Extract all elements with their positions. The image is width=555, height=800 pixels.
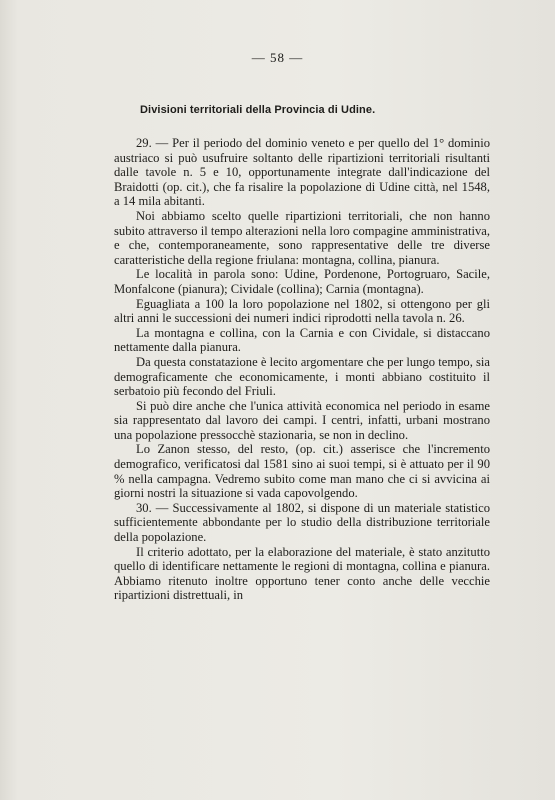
paragraph: Il criterio adottato, per la elaborazione del materiale, è stato anzitutto quello di identificare nettamente le regioni di montagna, collina e pianura. Abbiamo ritenuto inoltre opportuno tener conto anche delle vecchie ripartizioni distrettuali, in bbox=[114, 544, 490, 603]
page-number: — 58 — bbox=[251, 50, 304, 65]
paragraph: Le località in parola sono: Udine, Pordenone, Portogruaro, Sacile, Monfalcone (pianura); Cividale (collina); Carnia (montagna). bbox=[114, 267, 490, 296]
paragraph: Si può dire anche che l'unica attività economica nel periodo in esame sia rappresentato dal lavoro dei campi. I centri, infatti, urbani mostrano una popolazione pressocchè stazionaria, se non in declino. bbox=[114, 398, 490, 442]
paragraph: Eguagliata a 100 la loro popolazione nel 1802, si ottengono per gli altri anni le successioni dei numeri indici riprodotti nella tavola n. 26. bbox=[114, 296, 490, 326]
body-text bbox=[114, 136, 490, 603]
paragraph-30: 30. — Successivamente al 1802, si dispone di un materiale statistico sufficientemente abbondante per lo studio della distribuzione territoriale della popolazione. bbox=[114, 500, 490, 545]
paragraph: Lo Zanon stesso, del resto, (op. cit.) asserisce che l'incremento demografico, verificatosi dal 1581 sino ai suoi tempi, si è attuato per il 90 % nella campagna. Vedremo subito come man mano che ci si avvicina ai giorni nostri la situazione si vada capovolgendo. bbox=[114, 442, 490, 501]
section-heading: Divisioni territoriali della Provincia di Udine. bbox=[140, 104, 376, 116]
paragraph-29: 29. — Per il periodo del dominio veneto e per quello del 1° dominio austriaco si può usufruire soltanto delle ripartizioni territoriali risultanti dalle tavole n. 5 e 10, opportunamente integrate dall'indicazione del Braidotti (op. cit.), che fa risalire la popolazione di Udine città, nel 1548, a 14 mila abitanti. bbox=[114, 136, 490, 209]
paragraph: Da questa constatazione è lecito argomentare che per lungo tempo, sia demograficamente che economicamente, i monti abbiano costituito il serbatoio più fecondo del Friuli. bbox=[114, 354, 491, 399]
paragraph: Noi abbiamo scelto quelle ripartizioni territoriali, che non hanno subito attraverso il tempo alterazioni nella loro compagine amministrativa, e che, contemporaneamente, sono rappresentative delle tre diverse caratteristiche della regione friulana: montagna, collina, pianura. bbox=[114, 208, 490, 267]
paragraph: La montagna e collina, con la Carnia e con Cividale, si distaccano nettamente dalla pianura. bbox=[114, 325, 490, 355]
